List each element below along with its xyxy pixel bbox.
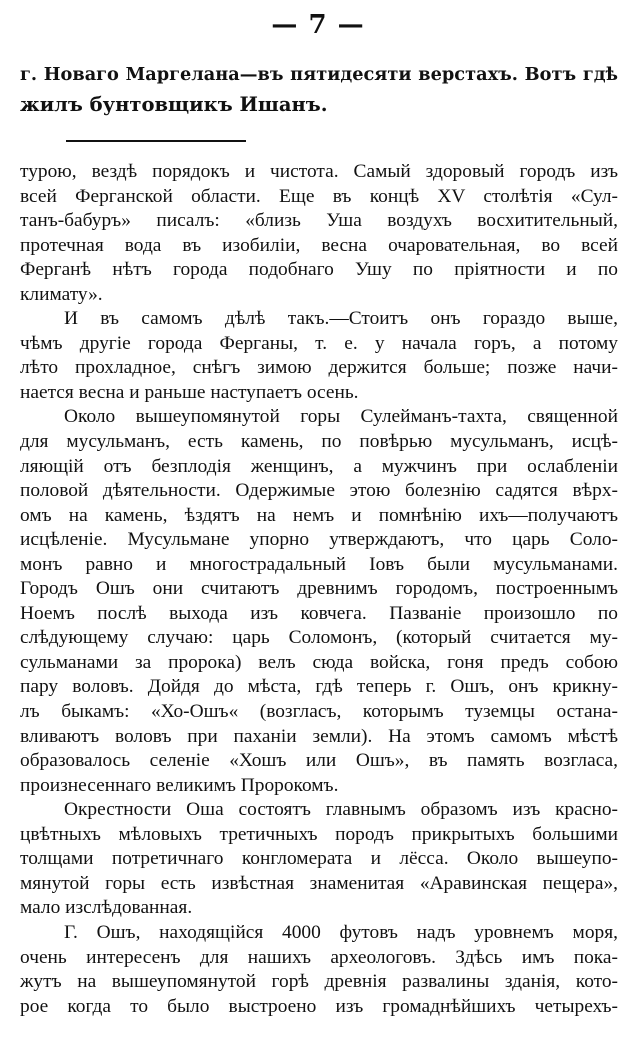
text-line: танъ-бабуръ» писалъ: «близь Уша воздухъ восхитительный, — [20, 210, 618, 232]
text-line: И въ самомъ дѣлѣ такъ.—Стоитъ онъ гораздо выше, — [64, 308, 618, 330]
text-line: исцѣленіе. Мусульмане упорно утверждаютъ, что царь Соло- — [20, 529, 618, 551]
page-number: — 7 — — [271, 10, 365, 40]
text-line: омъ на камень, ѣздятъ на немъ и помнѣнію ихъ—получаютъ — [20, 504, 618, 526]
text-line: монъ равно и многострадальный Іовъ были мусульманами. — [20, 553, 618, 575]
text-line: Ферганѣ нѣтъ города подобнаго Ушу по пріятности и по — [20, 259, 618, 281]
footnote-divider — [66, 140, 246, 142]
text-line: рое когда то было выстроено изъ громаднѣйшихъ четырехъ- — [20, 995, 618, 1017]
text-line: чѣмъ другіе города Ферганы, т. е. у начала горъ, а потому — [20, 332, 618, 354]
text-line: произнесеннаго великимъ Пророкомъ. — [20, 774, 339, 796]
text-line: Г. Ошъ, находящійся 4000 футовъ надъ уровнемъ моря, — [64, 921, 618, 943]
text-line: ляющій отъ безплодія женщинъ, а мужчинъ при ослабленіи — [20, 455, 618, 477]
text-line: Городъ Ошъ они считаютъ древнимъ городомъ, построеннымъ — [20, 578, 618, 600]
text-line: нается весна и раньше наступаетъ осень. — [20, 381, 359, 403]
body-text — [20, 160, 618, 1019]
text-line: Окрестности Оша состоятъ главнымъ образомъ изъ красно- — [64, 799, 618, 821]
footnote-text — [20, 60, 618, 120]
text-line: вливаютъ воловъ при паханіи земли). На этомъ самомъ мѣстѣ — [20, 725, 618, 747]
text-line: слѣдующему случаю: царь Соломонъ, (который считается му- — [20, 627, 618, 649]
text-line: сульманами за пророка) велъ сюда войска, гоня предъ собою — [20, 651, 618, 673]
text-line: Ноемъ послѣ выхода изъ ковчега. Пазваніе произошло по — [20, 602, 618, 624]
text-line: жутъ на вышеупомянутой горѣ древнія развалины зданія, кото- — [20, 971, 618, 993]
text-line: половой дѣятельности. Одержимые этою болезнію садятся вѣрх- — [20, 480, 618, 502]
text-line: Около вышеупомянутой горы Сулейманъ-тахта, священной — [64, 406, 618, 428]
text-line: мало изслѣдованная. — [20, 897, 193, 919]
text-line: мянутой горы есть извѣстная знаменитая «Аравинская пещера», — [20, 872, 618, 894]
footnote-line: жилъ бунтовщикъ Ишанъ. — [20, 93, 328, 116]
text-line: турою, вездѣ порядокъ и чистота. Самый здоровый городъ изъ — [20, 161, 618, 182]
text-line: толщами потретичнаго конгломерата и лёсса. Около вышеупо- — [20, 848, 618, 870]
text-line: очень интересенъ для нашихъ археологовъ. Здѣсь имъ пока- — [20, 946, 618, 968]
text-line: цвѣтныхъ мѣловыхъ третичныхъ породъ прикрытыхъ большими — [20, 823, 618, 845]
text-line: пару воловъ. Дойдя до мѣста, гдѣ теперь г. Ошъ, онъ крикну- — [20, 676, 618, 698]
text-line: лѣто прохладное, снѣгъ зимою держится больше; позже начи- — [20, 357, 618, 379]
text-line: климату». — [20, 283, 103, 305]
text-line: для мусульманъ, есть камень, по повѣрью мусульманъ, исцѣ- — [20, 431, 618, 453]
text-line: протечная вода въ изобиліи, весна очаровательная, во всей — [20, 234, 618, 256]
text-line: лъ быкамъ: «Хо-Ошъ« (возгласъ, которымъ тузeмцы остана- — [20, 701, 618, 723]
text-line: всей Ферганской области. Еще въ концѣ XV столѣтія «Сул- — [20, 185, 618, 207]
footnote-line: г. Новаго Маргелана—въ пятидесяти верстахъ. Вотъ гдѣ — [20, 64, 618, 85]
text-line: образовалось селеніе «Хошъ или Ошъ», въ память возгласа, — [20, 750, 618, 772]
